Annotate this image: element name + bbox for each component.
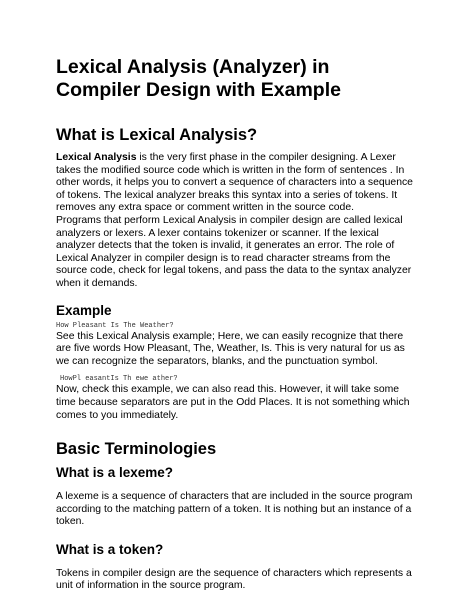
document-body: [56, 56, 418, 593]
code-example-normal: How Pleasant Is The Weather?: [56, 321, 174, 330]
section-heading-lexical-analysis: What is Lexical Analysis?: [56, 126, 258, 144]
subheading-lexeme: What is a lexeme?: [56, 465, 174, 481]
paragraph-lexical-intro: [56, 152, 418, 215]
section-heading-basic-terminologies: Basic Terminologies: [56, 440, 217, 459]
subheading-token: What is a token?: [56, 541, 164, 557]
bold-lead-term: Lexical Analysis: [56, 152, 137, 163]
paragraph-token: Tokens in compiler design are the sequence of characters which represents a unit of information in the source program.: [56, 567, 412, 592]
paragraph-lexical-intro-text: is the very first phase in the compiler designing. A Lexer takes the modified source code which is written in the form of sentences . In other words, it helps you to convert a sequence of characters into a sequence of tokens. The lexical analyzer breaks this syntax into a series of tokens. It removes any extra space or comment written in the source code.: [56, 152, 413, 214]
paragraph-lexical-analyzers: Programs that perform Lexical Analysis in compiler design are called lexical analyzers or lexers. A lexer contains tokenizer or scanner. If the lexical analyzer detects that the token is invalid, it generates an error. The role of Lexical Analyzer in compiler design is to read character streams from the source code, check for legal tokens, and pass the data to the syntax analyzer when it demands.: [56, 214, 412, 289]
section-heading-example: Example: [56, 302, 112, 318]
code-example-odd-separators: HowPl easantIs Th ewe ather?: [60, 375, 178, 384]
paragraph-example-explanation: See this Lexical Analysis example; Here, we can easily recognize that there are five words How Pleasant, The, Weather, Is. This is very natural for us as we can recognize the separators, blanks, and the punctuation symbol.: [56, 330, 405, 367]
paragraph-lexeme: A lexeme is a sequence of characters that are included in the source program according to the matching pattern of a token. It is nothing but an instance of a token.: [56, 491, 413, 528]
paragraph-odd-example-explanation: Now, check this example, we can also read this. However, it will take some time because separators are put in the Odd Places. It is not something which comes to you immediately.: [56, 384, 410, 421]
page-title: Lexical Analysis (Analyzer) in Compiler Design with Example: [56, 56, 341, 101]
